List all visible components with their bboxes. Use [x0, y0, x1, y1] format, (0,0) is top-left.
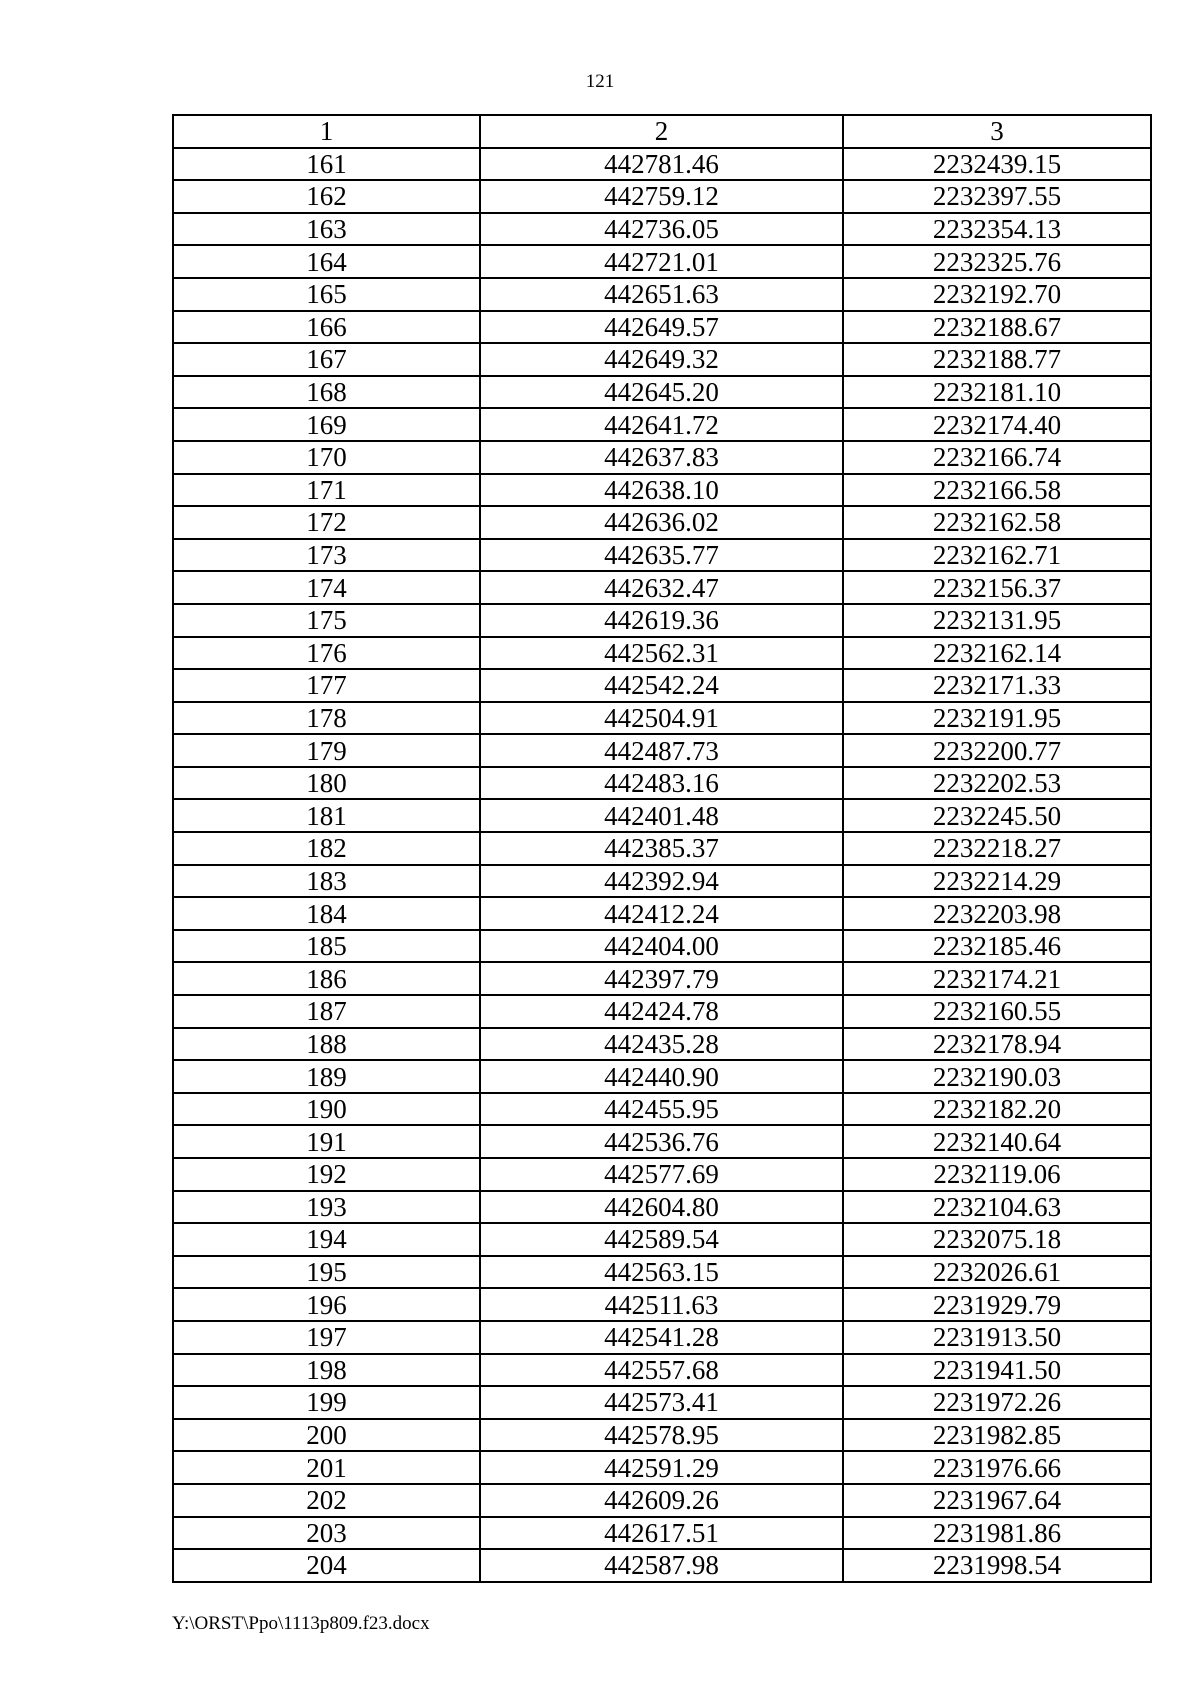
x-coordinate-cell: 442483.16	[480, 767, 843, 800]
x-coordinate-cell: 442541.28	[480, 1321, 843, 1354]
point-number-cell: 178	[173, 702, 480, 735]
y-coordinate-cell: 2232325.76	[843, 245, 1151, 278]
x-coordinate-cell: 442636.02	[480, 506, 843, 539]
y-coordinate-cell: 2232214.29	[843, 865, 1151, 898]
y-coordinate-cell: 2232075.18	[843, 1223, 1151, 1256]
column-header-2: 2	[480, 115, 843, 148]
point-number-cell: 195	[173, 1256, 480, 1289]
x-coordinate-cell: 442781.46	[480, 148, 843, 181]
x-coordinate-cell: 442511.63	[480, 1288, 843, 1321]
table-row	[173, 1158, 1151, 1191]
point-number-cell: 185	[173, 930, 480, 963]
page-number: 121	[585, 71, 615, 92]
y-coordinate-cell: 2232174.40	[843, 408, 1151, 441]
y-coordinate-cell: 2232171.33	[843, 669, 1151, 702]
point-number-cell: 188	[173, 1028, 480, 1061]
y-coordinate-cell: 2232166.58	[843, 474, 1151, 507]
y-coordinate-cell: 2232162.14	[843, 637, 1151, 670]
y-coordinate-cell: 2231913.50	[843, 1321, 1151, 1354]
table-row	[173, 441, 1151, 474]
x-coordinate-cell: 442385.37	[480, 832, 843, 865]
table-row	[173, 376, 1151, 409]
point-number-cell: 203	[173, 1517, 480, 1550]
point-number-cell: 177	[173, 669, 480, 702]
x-coordinate-cell: 442542.24	[480, 669, 843, 702]
table-row	[173, 1484, 1151, 1517]
y-coordinate-cell: 2232119.06	[843, 1158, 1151, 1191]
y-coordinate-cell: 2232188.67	[843, 311, 1151, 344]
table-row	[173, 571, 1151, 604]
x-coordinate-cell: 442587.98	[480, 1549, 843, 1582]
table-row	[173, 278, 1151, 311]
x-coordinate-cell: 442562.31	[480, 637, 843, 670]
point-number-cell: 190	[173, 1093, 480, 1126]
table-row	[173, 1093, 1151, 1126]
x-coordinate-cell: 442573.41	[480, 1386, 843, 1419]
table-row	[173, 1288, 1151, 1321]
table-row	[173, 1517, 1151, 1550]
point-number-cell: 170	[173, 441, 480, 474]
table-row	[173, 311, 1151, 344]
point-number-cell: 194	[173, 1223, 480, 1256]
table-row	[173, 1549, 1151, 1582]
point-number-cell: 182	[173, 832, 480, 865]
y-coordinate-cell: 2231929.79	[843, 1288, 1151, 1321]
point-number-cell: 169	[173, 408, 480, 441]
table-row	[173, 1321, 1151, 1354]
x-coordinate-cell: 442404.00	[480, 930, 843, 963]
y-coordinate-cell: 2232188.77	[843, 343, 1151, 376]
point-number-cell: 172	[173, 506, 480, 539]
x-coordinate-cell: 442617.51	[480, 1517, 843, 1550]
point-number-cell: 198	[173, 1354, 480, 1387]
y-coordinate-cell: 2232190.03	[843, 1060, 1151, 1093]
x-coordinate-cell: 442397.79	[480, 962, 843, 995]
point-number-cell: 164	[173, 245, 480, 278]
x-coordinate-cell: 442536.76	[480, 1125, 843, 1158]
x-coordinate-cell: 442563.15	[480, 1256, 843, 1289]
x-coordinate-cell: 442440.90	[480, 1060, 843, 1093]
point-number-cell: 162	[173, 180, 480, 213]
point-number-cell: 191	[173, 1125, 480, 1158]
point-number-cell: 176	[173, 637, 480, 670]
table-row	[173, 1419, 1151, 1452]
y-coordinate-cell: 2232140.64	[843, 1125, 1151, 1158]
table-row	[173, 1223, 1151, 1256]
point-number-cell: 199	[173, 1386, 480, 1419]
y-coordinate-cell: 2231981.86	[843, 1517, 1151, 1550]
y-coordinate-cell: 2231967.64	[843, 1484, 1151, 1517]
y-coordinate-cell: 2232166.74	[843, 441, 1151, 474]
y-coordinate-cell: 2231982.85	[843, 1419, 1151, 1452]
table-row	[173, 897, 1151, 930]
table-row	[173, 637, 1151, 670]
x-coordinate-cell: 442637.83	[480, 441, 843, 474]
x-coordinate-cell: 442759.12	[480, 180, 843, 213]
table-row	[173, 1354, 1151, 1387]
table-row	[173, 1028, 1151, 1061]
x-coordinate-cell: 442589.54	[480, 1223, 843, 1256]
x-coordinate-cell: 442504.91	[480, 702, 843, 735]
table-row	[173, 734, 1151, 767]
x-coordinate-cell: 442721.01	[480, 245, 843, 278]
y-coordinate-cell: 2232202.53	[843, 767, 1151, 800]
table-body	[173, 148, 1151, 1582]
point-number-cell: 165	[173, 278, 480, 311]
point-number-cell: 186	[173, 962, 480, 995]
point-number-cell: 179	[173, 734, 480, 767]
x-coordinate-cell: 442635.77	[480, 539, 843, 572]
point-number-cell: 189	[173, 1060, 480, 1093]
point-number-cell: 163	[173, 213, 480, 246]
point-number-cell: 166	[173, 311, 480, 344]
table-row	[173, 180, 1151, 213]
point-number-cell: 200	[173, 1419, 480, 1452]
y-coordinate-cell: 2232397.55	[843, 180, 1151, 213]
y-coordinate-cell: 2232156.37	[843, 571, 1151, 604]
y-coordinate-cell: 2232104.63	[843, 1191, 1151, 1224]
table-row	[173, 604, 1151, 637]
x-coordinate-cell: 442401.48	[480, 799, 843, 832]
y-coordinate-cell: 2232181.10	[843, 376, 1151, 409]
y-coordinate-cell: 2231972.26	[843, 1386, 1151, 1419]
x-coordinate-cell: 442649.32	[480, 343, 843, 376]
table-row	[173, 930, 1151, 963]
y-coordinate-cell: 2232192.70	[843, 278, 1151, 311]
x-coordinate-cell: 442619.36	[480, 604, 843, 637]
table-row	[173, 213, 1151, 246]
x-coordinate-cell: 442435.28	[480, 1028, 843, 1061]
x-coordinate-cell: 442641.72	[480, 408, 843, 441]
point-number-cell: 161	[173, 148, 480, 181]
table-row	[173, 1125, 1151, 1158]
y-coordinate-cell: 2232218.27	[843, 832, 1151, 865]
table-row	[173, 506, 1151, 539]
point-number-cell: 202	[173, 1484, 480, 1517]
point-number-cell: 204	[173, 1549, 480, 1582]
x-coordinate-cell: 442604.80	[480, 1191, 843, 1224]
y-coordinate-cell: 2232200.77	[843, 734, 1151, 767]
x-coordinate-cell: 442392.94	[480, 865, 843, 898]
x-coordinate-cell: 442651.63	[480, 278, 843, 311]
x-coordinate-cell: 442455.95	[480, 1093, 843, 1126]
x-coordinate-cell: 442487.73	[480, 734, 843, 767]
x-coordinate-cell: 442424.78	[480, 995, 843, 1028]
table-row	[173, 767, 1151, 800]
point-number-cell: 201	[173, 1451, 480, 1484]
table-row	[173, 1191, 1151, 1224]
point-number-cell: 167	[173, 343, 480, 376]
table-row	[173, 408, 1151, 441]
y-coordinate-cell: 2232439.15	[843, 148, 1151, 181]
y-coordinate-cell: 2232185.46	[843, 930, 1151, 963]
y-coordinate-cell: 2232191.95	[843, 702, 1151, 735]
point-number-cell: 173	[173, 539, 480, 572]
table-row	[173, 245, 1151, 278]
x-coordinate-cell: 442578.95	[480, 1419, 843, 1452]
table-row	[173, 962, 1151, 995]
y-coordinate-cell: 2232162.71	[843, 539, 1151, 572]
point-number-cell: 183	[173, 865, 480, 898]
y-coordinate-cell: 2232160.55	[843, 995, 1151, 1028]
point-number-cell: 181	[173, 799, 480, 832]
point-number-cell: 197	[173, 1321, 480, 1354]
x-coordinate-cell: 442577.69	[480, 1158, 843, 1191]
y-coordinate-cell: 2231976.66	[843, 1451, 1151, 1484]
table-row	[173, 799, 1151, 832]
table-row	[173, 832, 1151, 865]
file-path-footer: Y:\ORST\Ppo\1113p809.f23.docx	[172, 1613, 430, 1634]
point-number-cell: 192	[173, 1158, 480, 1191]
table-row	[173, 1451, 1151, 1484]
table-row	[173, 702, 1151, 735]
y-coordinate-cell: 2232162.58	[843, 506, 1151, 539]
point-number-cell: 180	[173, 767, 480, 800]
x-coordinate-cell: 442632.47	[480, 571, 843, 604]
column-header-1: 1	[173, 115, 480, 148]
x-coordinate-cell: 442638.10	[480, 474, 843, 507]
point-number-cell: 184	[173, 897, 480, 930]
y-coordinate-cell: 2232245.50	[843, 799, 1151, 832]
table-row	[173, 148, 1151, 181]
x-coordinate-cell: 442412.24	[480, 897, 843, 930]
table-row	[173, 865, 1151, 898]
y-coordinate-cell: 2232174.21	[843, 962, 1151, 995]
y-coordinate-cell: 2232182.20	[843, 1093, 1151, 1126]
x-coordinate-cell: 442609.26	[480, 1484, 843, 1517]
column-header-3: 3	[843, 115, 1151, 148]
table-row	[173, 1256, 1151, 1289]
coordinates-table	[172, 114, 1152, 1583]
table-row	[173, 669, 1151, 702]
point-number-cell: 175	[173, 604, 480, 637]
x-coordinate-cell: 442736.05	[480, 213, 843, 246]
table-row	[173, 343, 1151, 376]
y-coordinate-cell: 2232203.98	[843, 897, 1151, 930]
x-coordinate-cell: 442645.20	[480, 376, 843, 409]
y-coordinate-cell: 2231941.50	[843, 1354, 1151, 1387]
point-number-cell: 171	[173, 474, 480, 507]
x-coordinate-cell: 442591.29	[480, 1451, 843, 1484]
y-coordinate-cell: 2232178.94	[843, 1028, 1151, 1061]
table-row	[173, 1386, 1151, 1419]
point-number-cell: 168	[173, 376, 480, 409]
x-coordinate-cell: 442649.57	[480, 311, 843, 344]
x-coordinate-cell: 442557.68	[480, 1354, 843, 1387]
point-number-cell: 187	[173, 995, 480, 1028]
y-coordinate-cell: 2231998.54	[843, 1549, 1151, 1582]
y-coordinate-cell: 2232354.13	[843, 213, 1151, 246]
y-coordinate-cell: 2232026.61	[843, 1256, 1151, 1289]
table-row	[173, 539, 1151, 572]
table-row	[173, 474, 1151, 507]
point-number-cell: 174	[173, 571, 480, 604]
y-coordinate-cell: 2232131.95	[843, 604, 1151, 637]
table-row	[173, 995, 1151, 1028]
point-number-cell: 193	[173, 1191, 480, 1224]
table-row	[173, 1060, 1151, 1093]
point-number-cell: 196	[173, 1288, 480, 1321]
table-header-row	[173, 115, 1151, 148]
